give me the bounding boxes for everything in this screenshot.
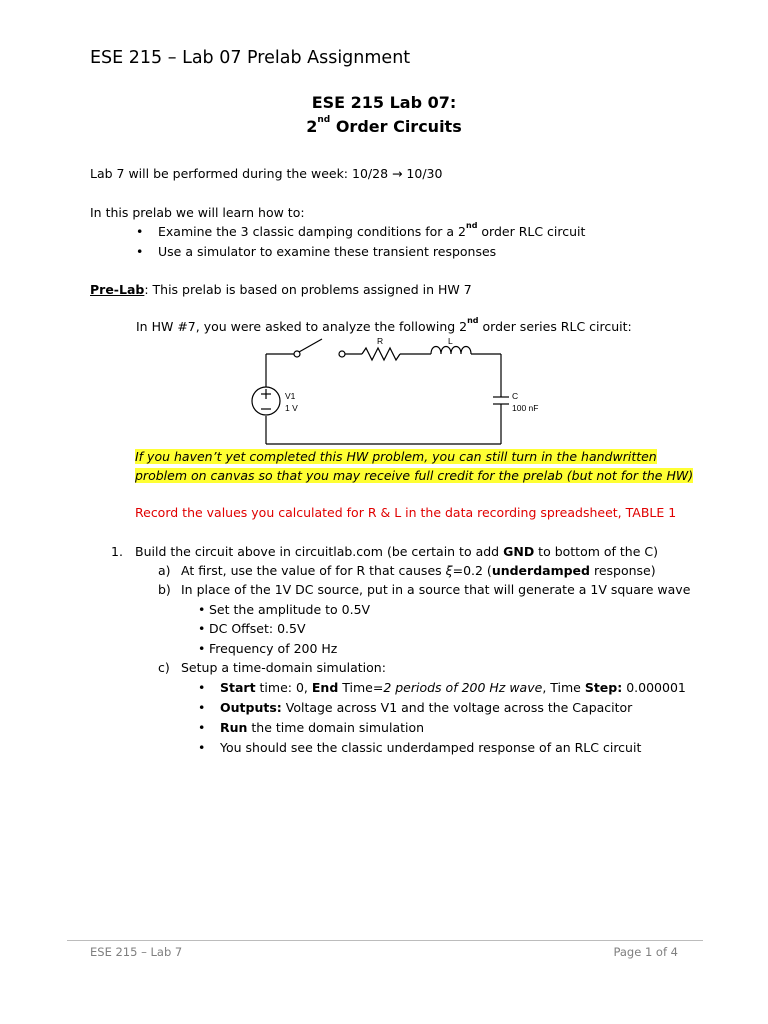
- inductor-symbol: [431, 347, 471, 355]
- record-instruction: Record the values you calculated for R & L in the data recording spreadsheet, TABLE 1: [135, 505, 677, 520]
- bullet-icon: •: [136, 244, 144, 259]
- document-subtitle: 2nd Order Circuits: [306, 115, 462, 136]
- resistor-symbol: [362, 348, 400, 360]
- bullet-icon: •: [198, 680, 206, 695]
- week-line: Lab 7 will be performed during the week: 10/28 → 10/30: [90, 166, 443, 181]
- capacitor-value: 100 nF: [512, 403, 539, 413]
- footer-page-number: Page 1 of 4: [613, 945, 678, 959]
- bullet-icon: •: [198, 700, 206, 715]
- step-c: c) Setup a time-domain simulation:: [158, 660, 386, 675]
- step-b-item: • Set the amplitude to 0.5V: [198, 602, 371, 617]
- switch-blade: [299, 339, 322, 352]
- objective-item: • Examine the 3 classic damping conditions for a 2nd order RLC circuit: [136, 221, 586, 239]
- prelab-line: Pre-Lab: This prelab is based on problems assigned in HW 7: [90, 282, 472, 297]
- step-c-item: • Start time: 0, End Time=2 periods of 200 Hz wave, Time Step: 0.000001: [198, 680, 686, 695]
- step-a: a) At first, use the value of for R that causes ξ=0.2 (underdamped response): [158, 563, 656, 578]
- capacitor-label: C: [512, 391, 519, 401]
- prelab-label: Pre-Lab: [90, 282, 145, 297]
- note-line-2: problem on canvas so that you may receive full credit for the prelab (but not for the HW): [135, 468, 694, 483]
- note-line-1: If you haven’t yet completed this HW problem, you can still turn in the handwritten: [135, 449, 657, 464]
- step-b-item: • DC Offset: 0.5V: [198, 621, 306, 636]
- bullet-icon: •: [198, 641, 206, 656]
- bullet-icon: •: [198, 621, 206, 636]
- step-b: b) In place of the 1V DC source, put in a source that will generate a 1V square wave: [158, 582, 691, 597]
- inductor-label: L: [448, 336, 453, 346]
- hw-line: In HW #7, you were asked to analyze the following 2nd order series RLC circuit:: [136, 316, 632, 334]
- source-label: V1: [285, 391, 296, 401]
- step-c-item: • You should see the classic underdamped response of an RLC circuit: [198, 740, 642, 755]
- resistor-label: R: [377, 336, 384, 346]
- bullet-icon: •: [136, 224, 144, 239]
- step-1: 1. Build the circuit above in circuitlab.com (be certain to add GND to bottom of the C): [111, 544, 658, 559]
- bullet-icon: •: [198, 740, 206, 755]
- intro-line: In this prelab we will learn how to:: [90, 205, 305, 220]
- bullet-icon: •: [198, 720, 206, 735]
- step-c-item: • Outputs: Voltage across V1 and the voltage across the Capacitor: [198, 700, 633, 715]
- bullet-icon: •: [198, 602, 206, 617]
- footer-left: ESE 215 – Lab 7: [90, 945, 183, 959]
- document-header: ESE 215 – Lab 07 Prelab Assignment: [90, 48, 411, 68]
- footer-divider: [67, 940, 703, 941]
- document-title: ESE 215 Lab 07:: [311, 93, 457, 112]
- source-value: 1 V: [285, 403, 298, 413]
- step-c-item: • Run the time domain simulation: [198, 720, 425, 735]
- rlc-circuit-diagram: [246, 334, 556, 450]
- step-b-item: • Frequency of 200 Hz: [198, 641, 338, 656]
- objective-item: • Use a simulator to examine these transient responses: [136, 244, 497, 259]
